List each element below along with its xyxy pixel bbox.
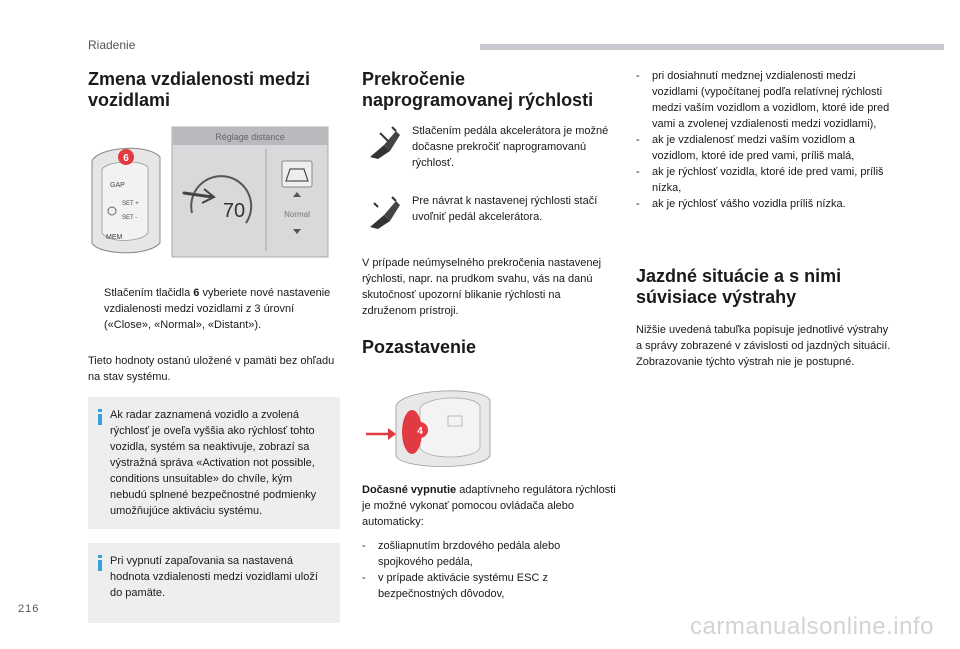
header-section-label: Riadenie [88, 38, 136, 52]
list-item: - v prípade aktivácie systému ESC z bezpečnostných dôvodov, [362, 572, 548, 600]
pause-paragraph: Dočasné vypnutie adaptívneho regulátora rýchlosti je možné vykonať pomocou ovládača alebo automaticky: [362, 484, 616, 528]
header-bar [480, 44, 944, 50]
pedal-release-row: Pre návrat k nastavenej rýchlosti stačí uvoľniť pedál akcelerátora. [362, 193, 616, 231]
pause-illustration [362, 378, 616, 468]
list-item: - ak je rýchlosť vášho vozidla príliš nízka. [636, 198, 846, 210]
list-item: - ak je rýchlosť vozidla, ktoré ide pred vami, príliš nízka, [636, 166, 884, 194]
continued-dash-list [636, 68, 896, 212]
info-icon [96, 555, 110, 601]
column-distance [88, 68, 340, 623]
list-item: - pri dosiahnutí medznej vzdialenosti medzi vozidlami (vypočítanej podľa relatívnej rýchlosti medzi vaším vozidlom a vozidlom, ktoré ide pred vami a zvolenej vzdialenosti medzi vozidlami), [636, 70, 890, 130]
distance-figure [88, 125, 340, 265]
bullet-mark [88, 285, 104, 333]
list-item: - zošliapnutím brzdového pedála alebo spojkového pedála, [362, 540, 561, 568]
stalk-label-gap: GAP [110, 182, 125, 189]
pause-figure [362, 378, 616, 468]
page-number: 216 [18, 603, 40, 615]
warnings-paragraph: Nižšie uvedená tabuľka popisuje jednotlivé výstrahy a správy zobrazené v závislosti od jazdných situácií. Zobrazovanie týchto výstrah nie je postupné. [636, 324, 891, 368]
section-title-warnings: Jazdné situácie a s nimi súvisiace výstrahy [636, 266, 842, 307]
section-title-distance: Zmena vzdialenosti medzi vozidlami [88, 69, 311, 110]
section-title-override: Prekročenie naprogramovanej rýchlosti [362, 69, 594, 110]
memory-paragraph: Tieto hodnoty ostanú uložené v pamäti bez ohľadu na stav systému. [88, 355, 335, 383]
watermark: carmanualsonline.info [690, 613, 934, 640]
stalk-label-setminus: SET - [122, 215, 138, 221]
overspeed-paragraph: V prípade neúmyselného prekročenia nastavenej rýchlosti, napr. na prudkom svahu, vás na danú skutočnosť upozorní blikanie rýchlosti na združenom prístroji. [362, 257, 602, 317]
panel-mode-label: Normal [284, 210, 310, 219]
info-box-memory: Pri vypnutí zapaľovania sa nastavená hodnota vzdialenosti medzi vozidlami uloží do pamäte. [88, 543, 340, 623]
stalk-label-mem: MEM [106, 234, 123, 241]
accelerator-release-icon [366, 195, 404, 231]
arrow-right-icon [388, 428, 396, 440]
pause-dash-list [362, 538, 616, 602]
bullet-instruction: Stlačením tlačidla 6 vyberiete nové nastavenie vzdialenosti medzi vozidlami z 3 úrovní («Close», «Normal», «Distant»). [88, 285, 340, 333]
column-warnings [636, 68, 896, 370]
column-override [362, 68, 616, 602]
callout-4-label: 4 [417, 426, 423, 437]
stalk-label-setplus: SET + [122, 201, 139, 207]
section-title-pause: Pozastavenie [362, 337, 477, 357]
panel-title: Réglage distance [215, 132, 285, 142]
panel-speed: 70 [222, 200, 246, 222]
info-box-radar: Ak radar zaznamená vozidlo a zvolená rýchlosť je oveľa vyššia ako rýchlosť tohto vozidla, systém sa neaktivuje, zobrazí sa výstražná správa «Activation not possible, conditions unsuitable» do chvíle, kým nebudú splnené bezpečnostné podmienky umožňujúce aktiváciu systému. [88, 397, 340, 529]
pedal-press-row: Stlačením pedála akcelerátora je možné dočasne prekročiť naprogramovanú rýchlosť. [362, 123, 616, 171]
list-item: - ak je vzdialenosť medzi vaším vozidlom a vozidlom, ktoré ide pred vami, príliš malá, [636, 134, 855, 162]
info-icon [96, 409, 110, 519]
accelerator-press-icon [366, 125, 404, 161]
callout-6-label: 6 [123, 153, 129, 164]
distance-illustration [88, 125, 340, 265]
